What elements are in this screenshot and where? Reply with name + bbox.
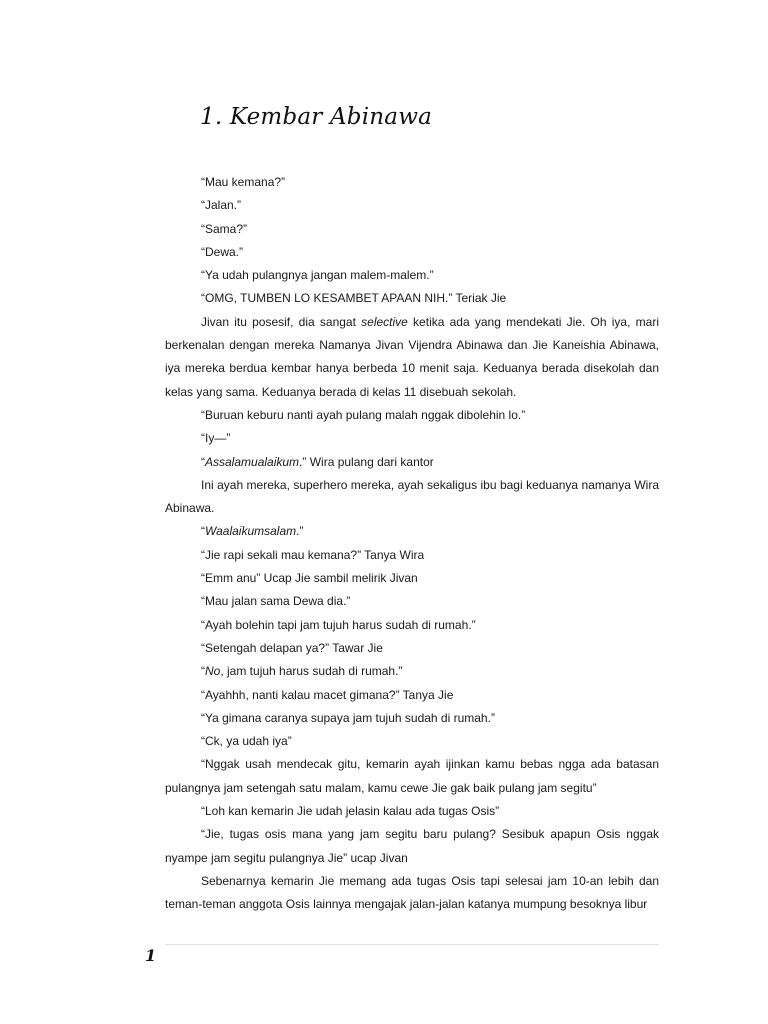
- footer-divider: [165, 944, 659, 945]
- paragraph: [165, 404, 659, 427]
- paragraph: [165, 637, 659, 660]
- paragraph: [165, 730, 659, 753]
- paragraph-text: , jam tujuh harus sudah di rumah.”: [220, 664, 403, 679]
- paragraph-text: “Mau kemana?”: [201, 175, 286, 189]
- paragraph-text: .” Wira pulang dari kantor: [299, 454, 434, 469]
- paragraph: [165, 753, 659, 800]
- paragraph-text: “Jalan.”: [201, 198, 242, 213]
- paragraph-text: “Jie, tugas osis mana yang jam segitu baru pulang? Sesibuk apapun Osis nggak nyampe jam segitu pulangnya Jie” ucap Jivan: [165, 827, 659, 865]
- paragraph: [165, 590, 659, 613]
- paragraph-text: Sebenarnya kemarin Jie memang ada tugas Osis tapi selesai jam 10-an lebih dan teman-teman anggota Osis lainnya mengajak jalan-jalan katanya mumpung besoknya libur: [165, 873, 659, 912]
- paragraph-text: “Buruan keburu nanti ayah pulang malah nggak dibolehin lo.”: [201, 407, 526, 422]
- paragraph-text: “: [201, 454, 205, 469]
- paragraph-text: “Ayah bolehin tapi jam tujuh harus sudah di rumah.”: [201, 617, 476, 632]
- paragraph-text: “Mau jalan sama Dewa dia.”: [201, 594, 351, 609]
- chapter-title: 1. Kembar Abinawa: [200, 104, 432, 130]
- paragraph: [165, 707, 659, 730]
- paragraph-text: “Jie rapi sekali mau kemana?” Tanya Wira: [201, 547, 425, 562]
- paragraph: [165, 264, 659, 287]
- paragraph: [165, 218, 659, 241]
- italic-term: selective: [361, 314, 408, 329]
- paragraph-text: .”: [296, 524, 304, 539]
- paragraph-text: “Ck, ya udah iya”: [201, 734, 292, 749]
- paragraph: [165, 800, 659, 823]
- paragraph-text: “OMG, TUMBEN LO KESAMBET APAAN NIH.” Teriak Jie: [201, 291, 507, 306]
- paragraph: [165, 544, 659, 567]
- paragraph: [165, 171, 659, 194]
- paragraph-text: “Ya gimana caranya supaya jam tujuh sudah di rumah.”: [201, 710, 495, 725]
- paragraph-text: “Nggak usah mendecak gitu, kemarin ayah ijinkan kamu bebas ngga ada batasan pulangnya jam setengah satu malam, kamu cewe Jie gak baik pulang jam segitu”: [165, 757, 659, 795]
- paragraph: [165, 427, 659, 450]
- paragraph-text: Jivan itu posesif, dia sangat: [201, 314, 362, 329]
- paragraph-text: “Ya udah pulangnya jangan malem-malem.”: [201, 268, 434, 283]
- page-number: 1: [145, 946, 157, 965]
- paragraph: [165, 451, 659, 474]
- paragraph: [165, 823, 659, 870]
- paragraph: [165, 660, 659, 683]
- paragraph: [165, 567, 659, 590]
- paragraph: [165, 287, 659, 310]
- paragraph: [165, 474, 659, 521]
- paragraph: [165, 520, 659, 543]
- italic-term: No: [205, 664, 221, 679]
- paragraph: [165, 241, 659, 264]
- paragraph-text: “Iy—”: [201, 431, 231, 446]
- paragraph-text: “Sama?”: [201, 221, 248, 236]
- italic-term: Assalamualaikum: [205, 454, 300, 469]
- paragraph: [165, 684, 659, 707]
- paragraph-text: “Emm anu” Ucap Jie sambil melirik Jivan: [201, 571, 418, 586]
- paragraph-text: “: [201, 664, 205, 679]
- paragraph-text: “Ayahhh, nanti kalau macet gimana?” Tanya Jie: [201, 687, 454, 702]
- paragraph: [165, 194, 659, 217]
- paragraph-text: “Loh kan kemarin Jie udah jelasin kalau ada tugas Osis”: [201, 804, 500, 819]
- chapter-body: [165, 171, 659, 917]
- paragraph-text: “Setengah delapan ya?” Tawar Jie: [201, 640, 383, 655]
- paragraph: [165, 614, 659, 637]
- paragraph: [165, 311, 659, 404]
- paragraph: [165, 870, 659, 917]
- paragraph-text: Ini ayah mereka, superhero mereka, ayah sekaligus ibu bagi keduanya namanya Wira Abinawa.: [165, 477, 659, 516]
- paragraph-text: “: [201, 524, 205, 539]
- italic-term: Waalaikumsalam: [205, 524, 297, 539]
- paragraph-text: ketika ada yang mendekati Jie. Oh iya, mari berkenalan dengan mereka Namanya Jivan Vijendra Abinawa dan Jie Kaneishia Abinawa, iya mereka berdua kembar hanya berbeda 10 menit saja. Keduanya berada disekolah dan kelas yang sama. Keduanya berada di kelas 11 disebuah sekolah.: [165, 314, 659, 399]
- paragraph-text: “Dewa.”: [201, 244, 244, 259]
